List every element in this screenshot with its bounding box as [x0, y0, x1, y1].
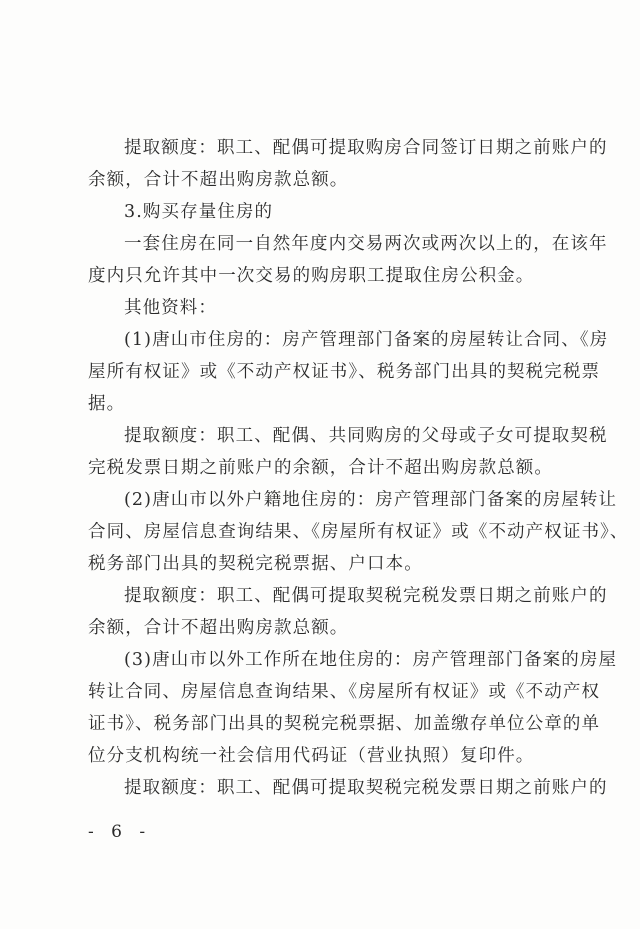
text-line: 完税发票日期之前账户的余额，合计不超出购房款总额。 — [88, 458, 553, 478]
text-line: 提取额度：职工、配偶、共同购房的父母或子女可提取契税 — [124, 426, 608, 446]
text-line: 提取额度：职工、配偶可提取契税完税发票日期之前账户的 — [124, 586, 608, 606]
text-line: (1)唐山市住房的：房产管理部门备案的房屋转让合同、《房 — [124, 330, 609, 350]
text-line: 合同、房屋信息查询结果、《房屋所有权证》或《不动产权证书》、 — [88, 522, 629, 542]
text-line: 位分支机构统一社会信用代码证（营业执照）复印件。 — [88, 746, 535, 766]
text-line: 转让合同、房屋信息查询结果、《房屋所有权证》或《不动产权 — [88, 682, 601, 702]
text-line: 提取额度：职工、配偶可提取契税完税发票日期之前账户的 — [124, 778, 608, 798]
text-line: 提取额度：职工、配偶可提取购房合同签订日期之前账户的 — [124, 138, 608, 158]
text-line: 度内只允许其中一次交易的购房职工提取住房公积金。 — [88, 266, 535, 286]
text-line: (2)唐山市以外户籍地住房的：房产管理部门备案的房屋转让 — [124, 490, 618, 510]
text-line: 税务部门出具的契税完税票据、户口本。 — [88, 554, 423, 574]
document-body — [88, 132, 629, 804]
section-heading: 3.购买存量住房的 — [124, 202, 274, 222]
text-line: 证书》、税务部门出具的契税完税票据、加盖缴存单位公章的单 — [88, 714, 601, 734]
page-number: - 6 - — [88, 822, 152, 842]
text-line: 余额，合计不超出购房款总额。 — [88, 170, 349, 190]
text-line: 一套住房在同一自然年度内交易两次或两次以上的，在该年 — [124, 234, 608, 254]
text-line: 余额，合计不超出购房款总额。 — [88, 618, 349, 638]
text-line: 据。 — [88, 394, 126, 414]
text-line: 屋所有权证》或《不动产权证书》、税务部门出具的契税完税票 — [88, 362, 601, 382]
text-line: (3)唐山市以外工作所在地住房的：房产管理部门备案的房屋 — [124, 650, 618, 670]
text-line: 其他资料： — [124, 298, 217, 318]
